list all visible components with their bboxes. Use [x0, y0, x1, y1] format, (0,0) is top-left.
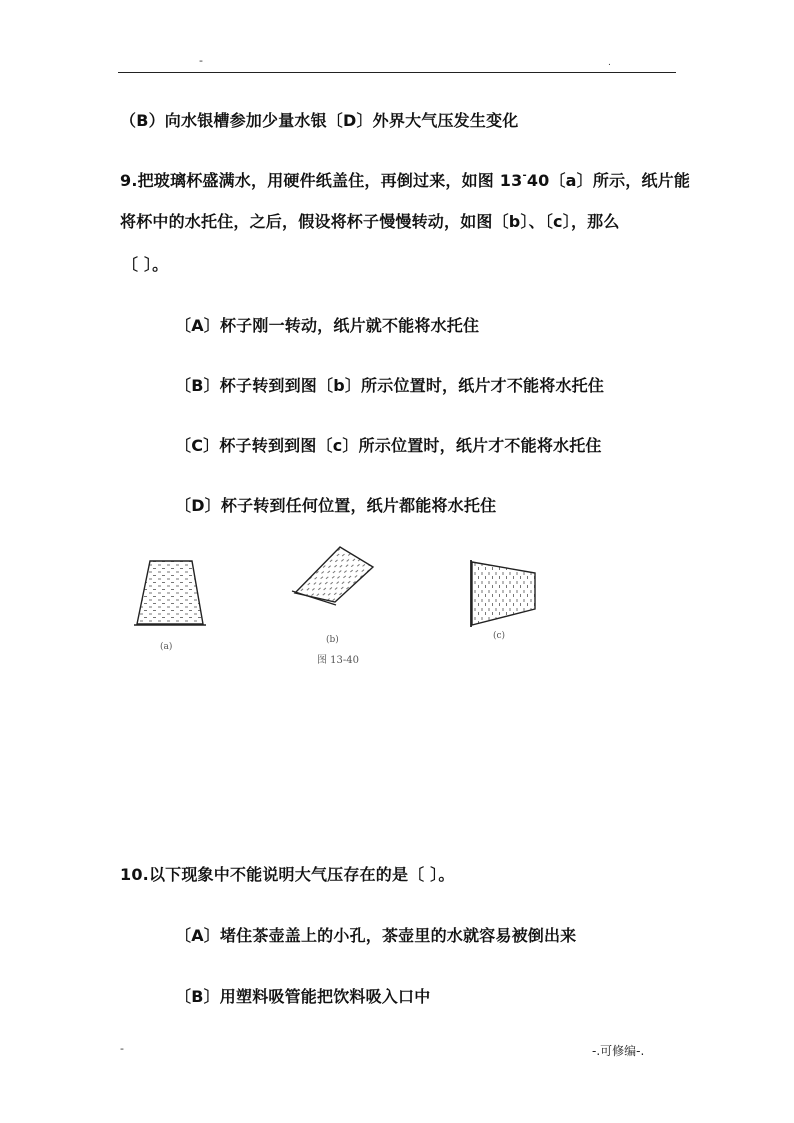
- figure-label-a: (a): [160, 642, 173, 652]
- previous-question-options: （B）向水银槽参加少量水银〔D〕外界大气压发生变化: [120, 111, 519, 130]
- header-right-mark: .: [608, 58, 611, 68]
- figure-label-c: (c): [493, 631, 506, 641]
- cup-a-diagram: [134, 561, 206, 625]
- question-9-superscript: -: [522, 169, 527, 181]
- figure-label-b: (b): [326, 635, 339, 645]
- question-10: 10.以下现象中不能说明大气压存在的是〔 〕。: [120, 865, 455, 884]
- question-9-line-2: 将杯中的水托住，之后，假设将杯子慢慢转动，如图〔b〕、〔c〕，那么: [120, 212, 620, 231]
- figure-13-40: [130, 535, 560, 675]
- question-10-option-b: 〔B〕用塑料吸管能把饮料吸入口中: [175, 987, 431, 1006]
- header-left-mark: -: [199, 54, 203, 67]
- question-9-option-d: 〔D〕杯子转到任何位置，纸片都能将水托住: [175, 496, 497, 515]
- cup-c-diagram: [471, 560, 535, 627]
- question-9-text-part2: 40〔a〕所示，纸片能: [526, 171, 691, 190]
- figure-caption: 图 13-40: [317, 655, 360, 666]
- question-9-option-c: 〔C〕杯子转到到图〔c〕所示位置时，纸片才不能将水托住: [175, 436, 602, 455]
- footer-left-mark: -: [120, 1042, 124, 1055]
- question-9-option-a: 〔A〕杯子刚一转动，纸片就不能将水托住: [175, 316, 480, 335]
- question-9-line-1: [120, 168, 690, 191]
- header-rule: [118, 72, 676, 73]
- footer-editable-note: -.可修编-.: [592, 1044, 645, 1058]
- question-10-option-a: 〔A〕堵住茶壶盖上的小孔，茶壶里的水就容易被倒出来: [175, 926, 577, 945]
- question-9-text-part1: 9.把玻璃杯盛满水，用硬件纸盖住，再倒过来，如图 13: [120, 171, 523, 190]
- question-9-option-b: 〔B〕杯子转到到图〔b〕所示位置时，纸片才不能将水托住: [175, 376, 605, 395]
- cup-b-diagram: [292, 547, 373, 605]
- question-9-line-3: 〔 〕。: [122, 255, 169, 274]
